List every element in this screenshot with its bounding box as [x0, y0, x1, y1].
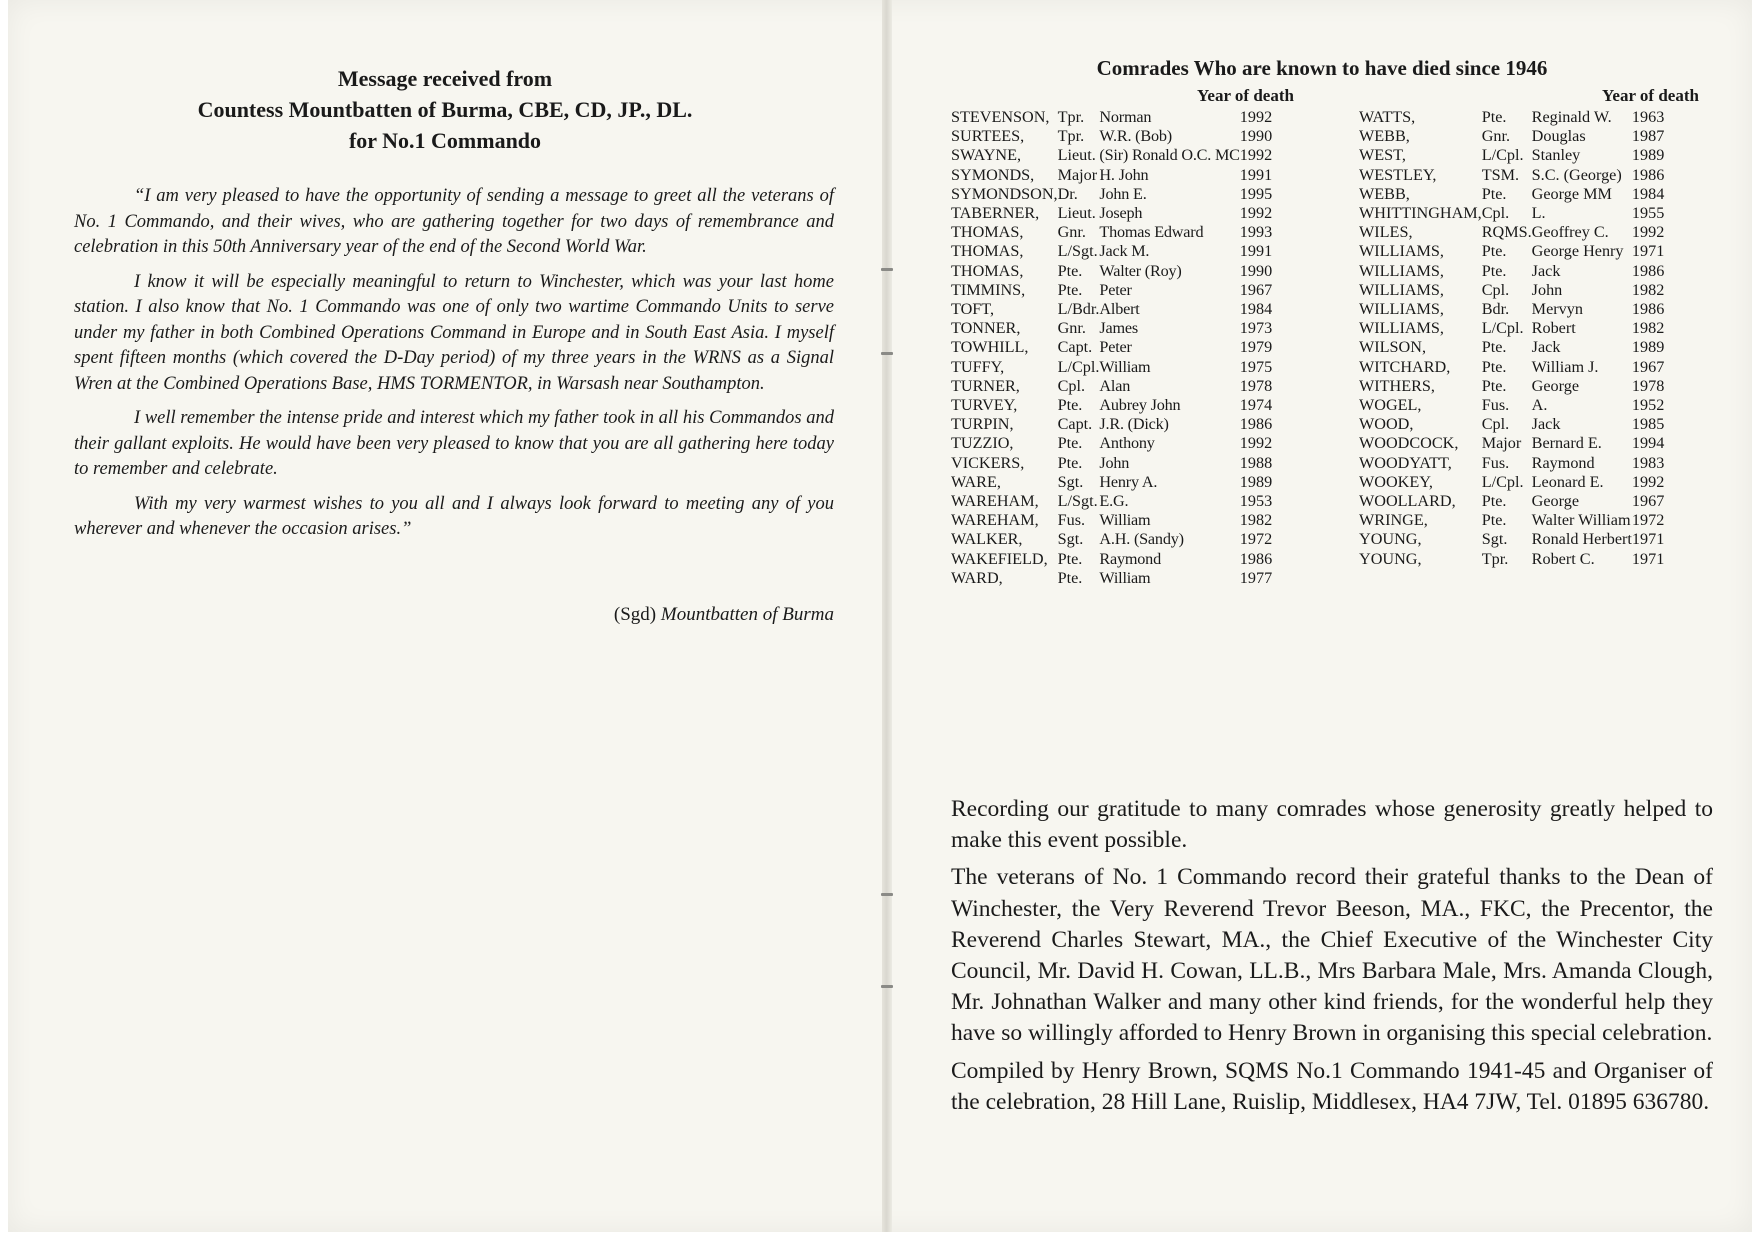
comrade-surname: THOMAS,	[951, 242, 1024, 261]
comrade-first-name: Raymond	[1099, 549, 1161, 568]
comrade-surname: TOWHILL,	[951, 338, 1029, 357]
comrade-rank: Cpl.	[1481, 415, 1510, 434]
letter-paragraph: I well remember the intense pride and interest which my father took in all his Commandos and their gallant exploits. He would have been very pleased to know that you are all gathering here today to remember and celebrate.	[74, 408, 834, 479]
comrade-rank: Pte.	[1057, 396, 1083, 415]
letter-paragraph: With my very warmest wishes to you all and I always look forward to meeting any of you wherever and whenever the occasion arises.”	[74, 493, 834, 539]
comrade-first-name: John	[1531, 280, 1563, 299]
comrade-surname: SYMONDSON,	[951, 184, 1058, 203]
comrade-row	[1359, 204, 1664, 223]
comrade-year-of-death: 1978	[1239, 376, 1273, 395]
signature	[614, 604, 834, 626]
comrade-surname: STEVENSON,	[951, 108, 1050, 126]
comrade-row	[951, 415, 1272, 434]
comrade-row	[1359, 223, 1664, 242]
comrade-year-of-death: 1987	[1631, 127, 1665, 146]
comrade-surname: WEBB,	[1359, 127, 1410, 146]
comrade-year-of-death: 1984	[1239, 300, 1273, 319]
comrade-surname: TUZZIO,	[951, 434, 1014, 453]
comrade-rank: Sgt.	[1057, 472, 1084, 491]
comrade-year-of-death: 1984	[1631, 184, 1665, 203]
comrade-row	[1359, 454, 1664, 473]
comrade-year-of-death: 1982	[1631, 280, 1665, 299]
comrade-surname: WAREHAM,	[951, 511, 1039, 530]
comrade-rank: Lieut.	[1057, 146, 1096, 165]
comrade-first-name: George	[1531, 492, 1580, 511]
comrade-year-of-death: 1990	[1239, 261, 1273, 280]
comrade-first-name: Bernard E.	[1531, 434, 1602, 453]
comrade-rank: Fus.	[1057, 511, 1086, 530]
comrade-surname: WAKEFIELD,	[951, 549, 1048, 568]
comrade-row	[951, 146, 1272, 165]
comrade-row	[1359, 358, 1664, 377]
comrade-surname: WILLIAMS,	[1359, 261, 1444, 280]
comrade-rank: TSM.	[1481, 165, 1520, 184]
comrade-first-name: George MM	[1531, 184, 1612, 203]
comrade-first-name: Leonard E.	[1531, 472, 1604, 491]
comrade-first-name: William	[1099, 357, 1151, 376]
comrade-year-of-death: 1983	[1631, 453, 1665, 472]
comrade-row	[951, 223, 1272, 242]
comrade-first-name: J.R. (Dick)	[1099, 415, 1169, 434]
comrade-year-of-death: 1989	[1239, 472, 1273, 491]
comrade-surname: WOODCOCK,	[1359, 434, 1459, 453]
comrade-surname: WOGEL,	[1359, 396, 1422, 415]
comrade-year-of-death: 1972	[1631, 511, 1665, 530]
comrade-row	[951, 434, 1272, 453]
comrade-row	[1359, 415, 1664, 434]
comrade-row	[951, 454, 1272, 473]
comrade-row	[951, 319, 1272, 338]
comrade-surname: WILLIAMS,	[1359, 242, 1444, 261]
comrade-row	[951, 550, 1272, 569]
comrade-first-name: H. John	[1099, 165, 1149, 184]
comrade-year-of-death: 1953	[1239, 492, 1273, 511]
comrade-surname: WOOLLARD,	[1359, 492, 1456, 511]
comrade-first-name: Henry A.	[1099, 472, 1158, 491]
comrade-rank: Pte.	[1481, 492, 1507, 511]
comrade-surname: WOOD,	[1359, 415, 1414, 434]
comrade-surname: THOMAS,	[951, 223, 1024, 242]
comrade-rank: Pte.	[1057, 261, 1083, 280]
comrade-first-name: Jack M.	[1099, 242, 1150, 261]
year-of-death-header: Year of death	[1602, 86, 1699, 105]
comrade-year-of-death: 1971	[1631, 530, 1665, 549]
comrade-year-of-death: 1967	[1239, 280, 1273, 299]
gratitude-paragraph: Compiled by Henry Brown, SQMS No.1 Commando 1941-45 and Organiser of the celebration, 28 Hill Lane, Ruislip, Middlesex, HA4 7JW, Tel. 01895 636780.	[951, 1057, 1713, 1115]
comrade-year-of-death: 1971	[1631, 242, 1665, 261]
comrade-year-of-death: 1963	[1631, 108, 1665, 126]
comrade-first-name: Raymond	[1531, 453, 1595, 472]
message-heading-line-2: Countess Mountbatten of Burma, CBE, CD, JP., DL.	[197, 97, 693, 122]
comrade-year-of-death: 1988	[1239, 453, 1273, 472]
comrade-year-of-death: 1955	[1631, 204, 1665, 223]
comrade-first-name: W.R. (Bob)	[1099, 127, 1172, 146]
comrade-first-name: Robert C.	[1531, 549, 1595, 568]
comrade-year-of-death: 1986	[1631, 300, 1665, 319]
comrade-row	[951, 108, 1272, 127]
comrade-first-name: Norman	[1099, 108, 1152, 126]
comrade-first-name: Aubrey John	[1099, 396, 1181, 415]
comrade-rank: Pte.	[1481, 184, 1507, 203]
comrade-rank: Capt.	[1057, 415, 1093, 434]
comrade-row	[1359, 338, 1664, 357]
comrade-year-of-death: 1989	[1631, 338, 1665, 357]
comrade-row	[951, 396, 1272, 415]
comrade-year-of-death: 1982	[1631, 319, 1665, 338]
comrade-row	[951, 166, 1272, 185]
comrade-year-of-death: 1992	[1239, 146, 1273, 165]
comrade-first-name: Peter	[1099, 338, 1132, 357]
comrade-year-of-death: 1992	[1239, 204, 1273, 223]
comrade-surname: SWAYNE,	[951, 146, 1022, 165]
comrade-rank: L/Bdr.	[1057, 300, 1100, 319]
comrade-surname: TIMMINS,	[951, 280, 1026, 299]
comrade-year-of-death: 1992	[1631, 472, 1665, 491]
comrade-surname: TOFT,	[951, 300, 995, 319]
comrade-rank: L/Cpl.	[1481, 146, 1524, 165]
comrade-year-of-death: 1992	[1239, 434, 1273, 453]
comrade-row	[951, 300, 1272, 319]
comrade-rank: RQMS.	[1481, 223, 1532, 242]
comrade-first-name: Alan	[1099, 376, 1131, 395]
comrade-surname: THOMAS,	[951, 261, 1024, 280]
comrade-first-name: Albert	[1099, 300, 1140, 319]
comrade-surname: WOODYATT,	[1359, 453, 1452, 472]
comrade-row	[1359, 492, 1664, 511]
comrade-row	[951, 338, 1272, 357]
comrade-row	[1359, 281, 1664, 300]
comrade-first-name: Anthony	[1099, 434, 1155, 453]
comrade-surname: TUFFY,	[951, 357, 1005, 376]
comrade-year-of-death: 1952	[1631, 396, 1665, 415]
comrade-first-name: George	[1531, 376, 1580, 395]
comrade-year-of-death: 1973	[1239, 319, 1273, 338]
comrade-row	[951, 530, 1272, 549]
comrade-surname: WARE,	[951, 472, 1001, 491]
comrade-rank: Cpl.	[1057, 376, 1086, 395]
comrade-year-of-death: 1986	[1631, 261, 1665, 280]
comrade-surname: TURNER,	[951, 376, 1020, 395]
left-page	[8, 0, 882, 1232]
gratitude-paragraph: Recording our gratitude to many comrades whose generosity greatly helped to make this event possible.	[951, 796, 1713, 854]
comrade-first-name: Reginald W.	[1531, 108, 1612, 126]
comrade-rank: Sgt.	[1057, 530, 1084, 549]
comrade-year-of-death: 1986	[1239, 549, 1273, 568]
comrade-row	[1359, 319, 1664, 338]
letter-body	[74, 184, 834, 552]
comrade-rank: Pte.	[1481, 261, 1507, 280]
comrade-rank: Cpl.	[1481, 280, 1510, 299]
letter-paragraph: “I am very pleased to have the opportunity of sending a message to greet all the veterans of No. 1 Commando, and their wives, who are gathering together for two days of remembrance and celebration in this 50th Anniversary year of the end of the Second World War.	[74, 186, 834, 257]
page-fold	[882, 0, 892, 1232]
comrade-year-of-death: 1967	[1631, 357, 1665, 376]
comrade-surname: WILES,	[1359, 223, 1413, 242]
comrade-row	[951, 281, 1272, 300]
comrade-surname: WESTLEY,	[1359, 165, 1437, 184]
comrade-first-name: Walter William	[1531, 511, 1631, 530]
comrade-rank: Major	[1481, 434, 1522, 453]
comrade-surname: WALKER,	[951, 530, 1023, 549]
comrade-first-name: Joseph	[1099, 204, 1143, 223]
comrade-row	[1359, 242, 1664, 261]
comrade-year-of-death: 1990	[1239, 127, 1273, 146]
right-page	[892, 0, 1752, 1232]
comrade-first-name: (Sir) Ronald O.C. MC	[1099, 146, 1240, 165]
gratitude-section	[951, 794, 1713, 1124]
comrade-surname: WEST,	[1359, 146, 1406, 165]
comrade-first-name: William J.	[1531, 357, 1599, 376]
year-of-death-header: Year of death	[1197, 86, 1294, 105]
comrade-year-of-death: 1985	[1631, 415, 1665, 434]
comrade-rank: L/Cpl.	[1481, 472, 1524, 491]
comrade-year-of-death: 1974	[1239, 396, 1273, 415]
comrade-row	[951, 492, 1272, 511]
comrade-row	[951, 185, 1272, 204]
comrade-surname: WAREHAM,	[951, 492, 1039, 511]
comrade-row	[1359, 530, 1664, 549]
comrade-rank: Pte.	[1481, 357, 1507, 376]
comrade-first-name: Stanley	[1531, 146, 1581, 165]
comrade-rank: Gnr.	[1057, 223, 1086, 242]
comrade-first-name: E.G.	[1099, 492, 1129, 511]
comrade-year-of-death: 1982	[1239, 511, 1273, 530]
comrade-surname: WEBB,	[1359, 184, 1410, 203]
comrade-first-name: Mervyn	[1531, 300, 1583, 319]
message-heading-line-1: Message received from	[337, 66, 553, 91]
comrade-first-name: William	[1099, 511, 1151, 530]
comrade-surname: WHITTINGHAM,	[1359, 204, 1482, 223]
comrade-row	[1359, 146, 1664, 165]
comrade-row	[1359, 127, 1664, 146]
comrade-rank: Fus.	[1481, 396, 1510, 415]
comrade-first-name: Thomas Edward	[1099, 223, 1204, 242]
comrade-year-of-death: 1992	[1631, 223, 1665, 242]
comrade-year-of-death: 1986	[1631, 165, 1665, 184]
comrade-year-of-death: 1972	[1239, 530, 1273, 549]
comrade-rank: Cpl.	[1481, 204, 1510, 223]
comrade-surname: WILLIAMS,	[1359, 319, 1444, 338]
comrade-rank: Pte.	[1481, 108, 1507, 126]
comrade-surname: WATTS,	[1359, 108, 1416, 126]
comrade-surname: TURVEY,	[951, 396, 1018, 415]
comrade-surname: TABERNER,	[951, 204, 1040, 223]
comrade-first-name: L.	[1531, 204, 1546, 223]
comrade-surname: TONNER,	[951, 319, 1021, 338]
comrade-row	[1359, 262, 1664, 281]
comrade-year-of-death: 1975	[1239, 357, 1273, 376]
comrade-rank: Tpr.	[1057, 108, 1085, 126]
comrade-rank: Tpr.	[1481, 549, 1509, 568]
comrade-rank: Pte.	[1057, 434, 1083, 453]
comrade-surname: YOUNG,	[1359, 549, 1422, 568]
comrade-rank: Dr.	[1057, 184, 1078, 203]
comrade-rank: Capt.	[1057, 338, 1093, 357]
comrade-surname: WRINGE,	[1359, 511, 1428, 530]
comrade-year-of-death: 1971	[1631, 549, 1665, 568]
comrade-surname: SURTEES,	[951, 127, 1025, 146]
comrade-rank: Pte.	[1057, 568, 1083, 587]
comrade-row	[951, 262, 1272, 281]
comrade-first-name: Jack	[1531, 415, 1561, 434]
comrade-row	[951, 377, 1272, 396]
comrade-first-name: John	[1099, 453, 1130, 472]
comrades-title: Comrades Who are known to have died since 1946	[1096, 56, 1548, 80]
comrade-row	[1359, 396, 1664, 415]
comrade-rank: Sgt.	[1481, 530, 1508, 549]
comrade-row	[951, 358, 1272, 377]
comrade-first-name: A.	[1531, 396, 1548, 415]
comrade-first-name: Geoffrey C.	[1531, 223, 1609, 242]
comrade-year-of-death: 1993	[1239, 223, 1273, 242]
comrade-surname: WILLIAMS,	[1359, 280, 1444, 299]
message-heading-line-3: for No.1 Commando	[348, 128, 542, 153]
comrade-rank: Pte.	[1481, 338, 1507, 357]
comrade-first-name: Douglas	[1531, 127, 1586, 146]
comrade-row	[951, 473, 1272, 492]
comrade-surname: WILSON,	[1359, 338, 1426, 357]
comrade-first-name: Jack	[1531, 338, 1561, 357]
comrade-surname: WOOKEY,	[1359, 472, 1433, 491]
comrades-table-left	[951, 108, 1272, 588]
comrade-year-of-death: 1991	[1239, 165, 1273, 184]
comrade-first-name: Ronald Herbert	[1531, 530, 1632, 549]
comrade-row	[1359, 166, 1664, 185]
comrade-rank: Pte.	[1481, 242, 1507, 261]
comrade-rank: Gnr.	[1481, 127, 1511, 146]
comrade-first-name: Peter	[1099, 280, 1132, 299]
comrade-first-name: A.H. (Sandy)	[1099, 530, 1184, 549]
comrade-year-of-death: 1994	[1631, 434, 1665, 453]
comrade-rank: Bdr.	[1481, 300, 1510, 319]
comrade-row	[1359, 300, 1664, 319]
comrade-rank: Pte.	[1057, 453, 1083, 472]
comrade-surname: VICKERS,	[951, 453, 1025, 472]
comrade-first-name: James	[1099, 319, 1138, 338]
comrade-row	[1359, 185, 1664, 204]
comrade-first-name: Jack	[1531, 261, 1561, 280]
comrade-year-of-death: 1992	[1239, 108, 1273, 126]
comrade-row	[1359, 473, 1664, 492]
comrade-year-of-death: 1991	[1239, 242, 1273, 261]
comrade-surname: WILLIAMS,	[1359, 300, 1444, 319]
comrade-year-of-death: 1977	[1239, 568, 1273, 587]
comrade-year-of-death: 1979	[1239, 338, 1273, 357]
comrade-row	[951, 569, 1272, 588]
comrade-rank: Lieut.	[1057, 204, 1096, 223]
comrade-rank: L/Cpl.	[1057, 357, 1100, 376]
comrade-row	[951, 242, 1272, 261]
letter-paragraph: I know it will be especially meaningful to return to Winchester, which was your last home station. I also know that No. 1 Commando was one of only two wartime Commando Units to serve under my father in both Combined Operations Command in Europe and in South East Asia. I myself spent fifteen months (which covered the D-Day period) of my three years in the WRNS as a Signal Wren at the Combined Operations Base, HMS TORMENTOR, in Warsash near Southampton.	[74, 271, 834, 394]
comrade-year-of-death: 1995	[1239, 184, 1273, 203]
comrade-rank: Major	[1057, 165, 1098, 184]
comrade-first-name: S.C. (George)	[1531, 165, 1622, 184]
comrade-row	[951, 511, 1272, 530]
comrade-year-of-death: 1978	[1631, 376, 1665, 395]
comrade-first-name: William	[1099, 568, 1151, 587]
comrade-rank: L/Cpl.	[1481, 319, 1524, 338]
comrade-first-name: Robert	[1531, 319, 1576, 338]
comrade-surname: TURPIN,	[951, 415, 1014, 434]
signature-prefix: (Sgd)	[613, 604, 657, 625]
comrade-surname: WITHERS,	[1359, 376, 1435, 395]
comrade-surname: WARD,	[951, 568, 1003, 587]
comrade-row	[1359, 377, 1664, 396]
comrades-table-right	[1359, 108, 1664, 569]
comrade-rank: L/Sgt.	[1057, 242, 1098, 261]
comrade-first-name: George Henry	[1531, 242, 1624, 261]
comrade-year-of-death: 1989	[1631, 146, 1665, 165]
comrade-row	[1359, 550, 1664, 569]
comrade-first-name: John E.	[1099, 184, 1147, 203]
comrade-surname: SYMONDS,	[951, 165, 1035, 184]
comrade-rank: Pte.	[1481, 511, 1507, 530]
comrade-row	[1359, 434, 1664, 453]
comrade-row	[951, 204, 1272, 223]
comrade-surname: WITCHARD,	[1359, 357, 1451, 376]
comrade-surname: YOUNG,	[1359, 530, 1422, 549]
comrade-rank: Fus.	[1481, 453, 1510, 472]
gratitude-paragraph: The veterans of No. 1 Commando record their grateful thanks to the Dean of Winchester, the Very Reverend Trevor Beeson, MA., FKC, the Precentor, the Reverend Charles Stewart, MA., the Chief Executive of the Winchester City Council, Mr. David H. Cowan, LL.B., Mrs Barbara Male, Mrs. Amanda Clough, Mr. Johnathan Walker and many other kind friends, for the wonderful help they have so willingly afforded to Henry Brown in organising this special celebration.	[951, 864, 1713, 1047]
comrade-row	[951, 127, 1272, 146]
comrade-row	[1359, 108, 1664, 127]
comrade-rank: Pte.	[1057, 280, 1083, 299]
comrade-rank: Pte.	[1481, 376, 1507, 395]
comrade-first-name: Walter (Roy)	[1099, 261, 1182, 280]
comrade-year-of-death: 1986	[1239, 415, 1273, 434]
comrade-rank: L/Sgt.	[1057, 492, 1098, 511]
comrade-rank: Gnr.	[1057, 319, 1086, 338]
comrade-row	[1359, 511, 1664, 530]
comrade-rank: Tpr.	[1057, 127, 1085, 146]
booklet-spread	[8, 0, 1752, 1232]
comrade-rank: Pte.	[1057, 549, 1083, 568]
comrade-year-of-death: 1967	[1631, 492, 1665, 511]
signature-name: Mountbatten of Burma	[660, 604, 834, 625]
